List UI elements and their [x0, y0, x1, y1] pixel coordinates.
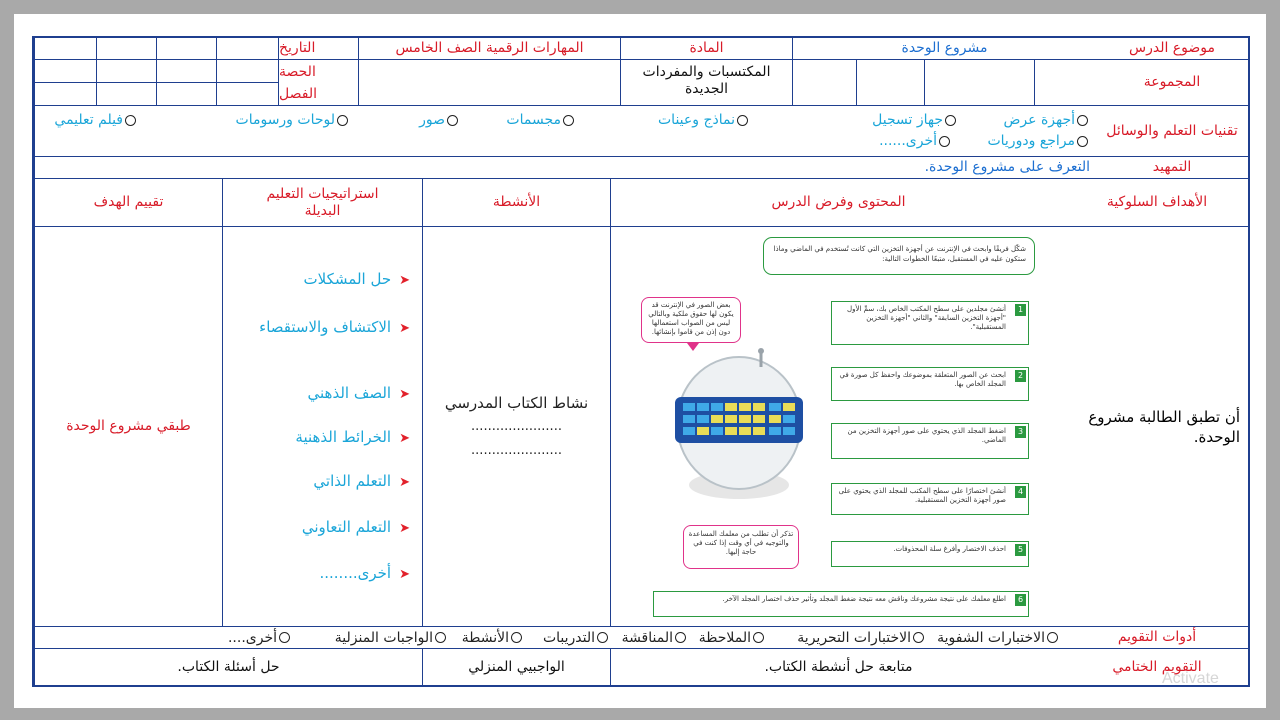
radio-circle-icon [1047, 632, 1058, 643]
strategy-item: ➤الاكتشاف والاستقصاء [259, 318, 410, 336]
col-assessment: تقييم الهدف [34, 179, 222, 226]
strategy-item: ➤حل المشكلات [303, 270, 410, 288]
period-cell-4 [34, 60, 96, 105]
radio-circle-icon [1077, 136, 1088, 147]
radio-circle-icon [279, 632, 290, 643]
col-content: المحتوى وفرض الدرس [610, 179, 1066, 226]
tech-option-other[interactable]: أخرى...... [879, 133, 950, 149]
tech-option-boards[interactable]: لوحات ورسومات [236, 112, 348, 128]
lesson-plan-table [32, 36, 1250, 687]
activity-cell [422, 227, 610, 626]
radio-circle-icon [737, 115, 748, 126]
radio-circle-icon [675, 632, 686, 643]
textbook-page [611, 227, 1067, 627]
robot-illustration [669, 345, 809, 505]
col-objectives: الأهداف السلوكية [1106, 194, 1208, 210]
tech-option-models[interactable]: نماذج وعينات [658, 112, 748, 128]
row-column-headers [34, 179, 1248, 227]
strategy-item: ➤الخرائط الذهنية [295, 428, 410, 446]
tools-option[interactable]: الاختبارات التحريرية [797, 627, 924, 648]
radio-circle-icon [913, 632, 924, 643]
arrow-bullet-icon: ➤ [399, 321, 410, 336]
book-step-2: 2 ابحث عن الصور المتعلقة بموضوعك واحفظ كل صورة في المجلد الخاص بها. [831, 367, 1029, 401]
radio-circle-icon [511, 632, 522, 643]
row-tools [34, 627, 1248, 649]
strategy-item: ➤التعلم التعاوني [301, 518, 410, 536]
tools-option[interactable]: أخرى.... [228, 627, 290, 648]
tech-option-display[interactable]: أجهزة عرض [1003, 112, 1088, 128]
radio-circle-icon [945, 115, 956, 126]
vocab-label: المكتسبات والمفردات الجديدة [620, 60, 792, 105]
bubble-help: تذكر أن تطلب من معلمك المساعدة والتوجيه في أي وقت إذا كنت في حاجة إليها. [683, 525, 799, 569]
group-cell-2 [924, 60, 1034, 105]
book-intro: شكّل فريقًا وابحث في الإنترنت عن أجهزة التخزين التي كانت تُستخدم في الماضي وماذا ستكون عليه في المستقبل، متبعًا الخطوات التالية: [763, 237, 1035, 275]
col-strategies: استراتيجيات التعليم البديلة [222, 179, 422, 226]
period-cell-3 [96, 60, 156, 105]
arrow-bullet-icon: ➤ [399, 273, 410, 288]
col-activities: الأنشطة [422, 179, 610, 226]
group-cell-4 [792, 60, 856, 105]
radio-circle-icon [563, 115, 574, 126]
book-step-5: 5 احذف الاختصار وأفرغ سلة المحذوفات. [831, 541, 1029, 567]
radio-circle-icon [1077, 115, 1088, 126]
radio-circle-icon [435, 632, 446, 643]
tech-option-references[interactable]: مراجع ودوريات [987, 133, 1088, 149]
topic-label: موضوع الدرس [1129, 40, 1216, 56]
row-group [34, 60, 1248, 106]
date-cell-2 [156, 38, 216, 59]
book-step-3: 3 اضغط المجلد الذي يحتوي على صور أجهزة التخزين من الماضي. [831, 423, 1029, 459]
bubble-copyright: بعض الصور في الإنترنت قد يكون لها حقوق ملكية وبالتالي ليس من الصواب استعمالها دون إذن من قاموا بإنشائها. [641, 297, 741, 343]
arrow-bullet-icon: ➤ [399, 387, 410, 402]
group-label: المجموعة [1143, 74, 1201, 90]
row-topic [34, 38, 1248, 60]
tech-option-film[interactable]: فيلم تعليمي [54, 112, 136, 128]
strategy-item: ➤التعلم الذاتي [313, 472, 410, 490]
arrow-bullet-icon: ➤ [399, 521, 410, 536]
book-step-4: 4 أنشئ اختصارًا على سطح المكتب للمجلد الذي يحتوي على صور أجهزة التخزين المستقبلية. [831, 483, 1029, 515]
watermark-text: Activate [1162, 670, 1219, 687]
radio-circle-icon [447, 115, 458, 126]
group-cell-3 [856, 60, 924, 105]
row-final [34, 649, 1248, 685]
content-cell [610, 227, 1066, 626]
book-step-1: 1 أنشئ مجلدين على سطح المكتب الخاص بك، سمِّ الأول "أجهزة التخزين السابقة" والثاني "أجهزة التخزين المستقبلية". [831, 301, 1029, 345]
final-c1: متابعة حل أنشطة الكتاب. [610, 649, 1066, 685]
period-label: الحصة [279, 63, 316, 80]
arrow-bullet-icon: ➤ [399, 567, 410, 582]
tools-option[interactable]: الملاحظة [699, 627, 764, 648]
intro-label: التمهيد [1152, 159, 1192, 175]
tech-option-solids[interactable]: مجسمات [506, 112, 574, 128]
row-tech [34, 106, 1248, 157]
date-cell-3 [96, 38, 156, 59]
intro-value: التعرف على مشروع الوحدة. [34, 157, 1096, 178]
tech-label: تقنيات التعلم والوسائل [1106, 122, 1238, 139]
topic-value: مشروع الوحدة [792, 38, 1096, 59]
tools-option[interactable]: الأنشطة [462, 627, 522, 648]
class-label: الفصل [279, 85, 317, 102]
subject-value: المهارات الرقمية الصف الخامس [358, 38, 620, 59]
vocab-value [358, 60, 620, 105]
date-label: التاريخ [278, 38, 358, 59]
period-cell-1 [216, 60, 278, 105]
strategy-item: ➤الصف الذهني [307, 384, 410, 402]
tools-option[interactable]: الواجبات المنزلية [335, 627, 446, 648]
row-body [34, 227, 1248, 627]
radio-circle-icon [125, 115, 136, 126]
subject-label: المادة [620, 38, 792, 59]
activity-dots-2: ...................... [471, 442, 562, 458]
final-label: التقويم الختامي [1112, 658, 1202, 675]
objective-text: أن تطبق الطالبة مشروع الوحدة. [1088, 407, 1240, 446]
date-cell-1 [216, 38, 278, 59]
strategy-item: ➤أخرى........ [319, 564, 410, 582]
radio-circle-icon [753, 632, 764, 643]
tech-option-pictures[interactable]: صور [419, 112, 458, 128]
period-cell-2 [156, 60, 216, 105]
activity-dots-1: ...................... [471, 418, 562, 434]
final-c2: الواجبيي المنزلي [422, 649, 610, 685]
radio-circle-icon [939, 136, 950, 147]
radio-circle-icon [337, 115, 348, 126]
activity-text: نشاط الكتاب المدرسي [444, 393, 589, 412]
arrow-bullet-icon: ➤ [399, 475, 410, 490]
assessment-text: طبقي مشروع الوحدة [34, 227, 222, 626]
period-class-labels [278, 60, 358, 105]
strategies-cell [222, 227, 422, 626]
book-step-6: 6 اطلع معلمك على نتيجة مشروعك وناقش معه نتيجة ضغط المجلد وتأثير حذف اختصار المجلد الآخر. [653, 591, 1029, 617]
group-cell-1 [1034, 60, 1096, 105]
final-c3: حل أسئلة الكتاب. [34, 649, 422, 685]
tools-option[interactable]: الاختبارات الشفوية [937, 627, 1058, 648]
date-cell-4 [34, 38, 96, 59]
row-intro [34, 157, 1248, 179]
tools-label: أدوات التقويم [1117, 629, 1197, 645]
tools-option[interactable]: التدريبات [543, 627, 608, 648]
tech-option-recorder[interactable]: جهاز تسجيل [872, 112, 956, 128]
arrow-bullet-icon: ➤ [399, 431, 410, 446]
tools-option[interactable]: المناقشة [622, 627, 686, 648]
radio-circle-icon [597, 632, 608, 643]
